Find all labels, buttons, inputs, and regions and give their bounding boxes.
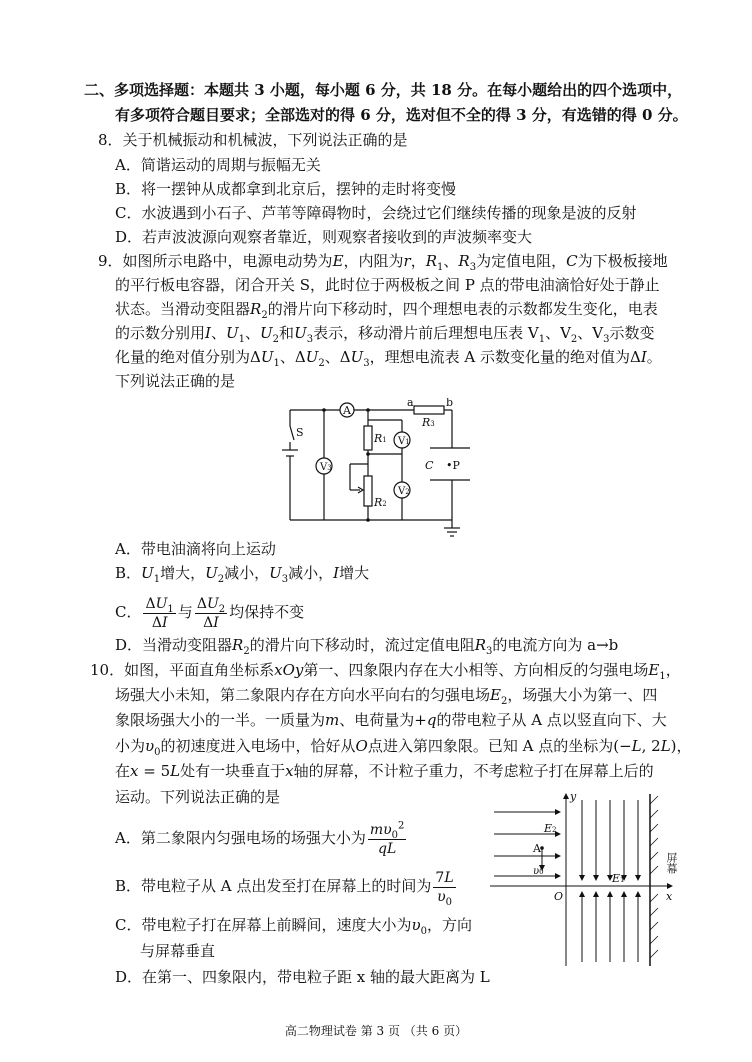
fraction-du1-di: $\frac{\Delta U_1}{\Delta I}$ <box>145 595 174 631</box>
q10-text: 轴的屏幕，不计粒子重力，不考虑粒子打在屏幕上后的 <box>293 762 654 780</box>
screen-label <box>656 852 678 875</box>
y-axis-label: y <box>570 790 577 803</box>
fraction-mv0sq-qL: $\frac{m\upsilon_0^2}{qL}$ <box>369 819 405 857</box>
q10-option-c-line1: C．带电粒子打在屏幕上前瞬间，速度大小为$\upsilon_0$，方向 <box>115 916 472 937</box>
q8-option-b: B．将一摆钟从成都拿到北京后，摆钟的走时将变慢 <box>115 180 457 198</box>
q10-text: 小为 <box>115 737 146 755</box>
q10-text: 、电荷量为+ <box>339 711 427 729</box>
q8-option-d: D．若声波波源向观察者靠近，则观察者接收到的声波频率变大 <box>115 228 533 246</box>
capacitor-label: C <box>425 459 434 472</box>
e1-letter: E <box>612 872 621 885</box>
q9-text: D．当滑动变阻器 <box>115 636 233 654</box>
q9-line2: 的平行板电容器，闭合开关 S，此时位于两极板之间 P 点的带电油滴恰好处于静止 <box>115 276 660 294</box>
q9-text: 与 <box>177 603 193 621</box>
q10-text: 场强大小未知，第二象限内存在方向水平向右的匀强电场 <box>115 686 491 704</box>
q9-text: 示数变 <box>609 324 655 342</box>
switch-label: S <box>296 426 304 439</box>
q9-text: ，理想电流表 A 示数变化量的绝对值为 <box>369 348 631 366</box>
point-p-label: •P <box>446 459 460 472</box>
q10-field-diagram <box>490 790 680 970</box>
screen-label-text: 屏幕 <box>656 852 678 865</box>
q9-option-a: A．带电油滴将向上运动 <box>115 540 276 558</box>
q10-text: 的初速度进入电场中，恰好从 <box>160 737 356 755</box>
q9-text: 的滑片向下移动时，四个理想电表的示数都发生变化，电表 <box>267 300 658 318</box>
r1-letter: R <box>374 432 383 445</box>
e1-label: E1 <box>612 872 625 885</box>
x-axis-label: x <box>666 890 673 903</box>
e2-label: E2 <box>544 822 557 835</box>
q9-text: 减小， <box>224 564 270 582</box>
q9-line5: 化量的绝对值分别为$\Delta U_1$、$\Delta U_2$、$\Delta U_3$，理想电流表 A 示数变化量的绝对值为ΔI。 <box>115 348 662 369</box>
q9-line3: 状态。当滑动变阻器$R_2$的滑片向下移动时，四个理想电表的示数都发生变化，电表 <box>115 300 658 321</box>
v2-letter: V <box>398 486 406 497</box>
v2-label: V2 <box>398 486 410 497</box>
q10-text: ，方向 <box>426 916 472 934</box>
q10-line4: 小为$\upsilon_0$的初速度进入电场中，恰好从O点进入第四象限。已知 A 点的坐标为(−L, 2L)， <box>115 737 692 758</box>
q10-text: 的带电粒子从 A 点以竖直向下、大 <box>436 711 667 729</box>
v3-letter: V <box>320 462 328 473</box>
q10-text: ，场强大小为第一、四 <box>507 686 658 704</box>
q8-option-a: A．简谐运动的周期与振幅无关 <box>115 156 321 174</box>
q9-line6: 下列说法正确的是 <box>115 372 236 390</box>
q9-line1: 9．如图所示电路中，电源电动势为E，内阻为r，$R_1$、$R_3$为定值电阻，C为下极板接地 <box>98 252 668 273</box>
v0-letter: υ <box>533 866 540 877</box>
node-a-label: a <box>407 398 414 409</box>
page-footer: 高二物理试卷 第 3 页 （共 6 页） <box>284 1024 468 1038</box>
q9-text: 增大， <box>160 564 206 582</box>
section-heading-line1: 二、多项选择题：本题共 3 小题，每小题 6 分，共 18 分。在每小题给出的四个选项中， <box>84 81 683 99</box>
q9-text: ， <box>410 252 426 270</box>
node-b-label: b <box>446 398 454 409</box>
q10-option-d: D．在第一、四象限内，带电粒子距 x 轴的最大距离为 L <box>115 968 490 986</box>
q10-line1: 10．如图，平面直角坐标系xOy第一、四象限内存在大小相等、方向相反的匀强电场$E_1$， <box>90 661 681 682</box>
q10-text: B．带电粒子从 A 点出发至打在屏幕上的时间为 <box>115 877 432 895</box>
q9-option-d: D．当滑动变阻器$R_2$的滑片向下移动时，流过定值电阻$R_3$的电流方向为 a→b <box>115 636 619 657</box>
q9-option-c: C． $\frac{\Delta U_1}{\Delta I}$ 与 $\frac{\Delta U_2}{\Delta I}$ 均保持不变 <box>115 595 305 631</box>
q9-text: 表示，移动滑片前后理想电压表 V <box>313 324 539 342</box>
q10-line3: 象限场强大小的一半。一质量为m、电荷量为+q的带电粒子从 A 点以竖直向下、大 <box>115 711 667 729</box>
r1-label: R1 <box>374 432 387 445</box>
origin-label: O <box>554 890 564 903</box>
q9-text: 如图所示电路中，电源电动势为 <box>122 252 333 270</box>
q10-text: C．带电粒子打在屏幕上前瞬间，速度大小为 <box>115 916 412 934</box>
q9-line4: 的示数分别用I、$U_1$、$U_2$和$U_3$表示，移动滑片前后理想电压表 $V_1$、$V_2$、$V_3$示数变 <box>115 324 655 345</box>
q10-option-c-line2: 与屏幕垂直 <box>140 942 216 960</box>
ammeter-label: A <box>343 404 351 417</box>
q10-text: 象限场强大小的一半。一质量为 <box>115 711 326 729</box>
v3-label: V3 <box>320 462 332 473</box>
q10-text: 如图，平面直角坐标系 <box>124 661 275 679</box>
q10-line5: 在x = 5L处有一块垂直于x轴的屏幕，不计粒子重力，不考虑粒子打在屏幕上后的 <box>115 762 654 780</box>
q10-option-b <box>115 864 458 908</box>
r2-letter: R <box>374 496 383 509</box>
q9-text: 增大 <box>339 564 370 582</box>
q9-text: 均保持不变 <box>229 603 305 621</box>
q9-text: 的电流方向为 a→b <box>492 636 619 654</box>
v1-label: V1 <box>398 436 410 447</box>
q9-text: 为定值电阻， <box>476 252 567 270</box>
q10-text: 处有一块垂直于 <box>180 762 286 780</box>
q9-text: ，内阻为 <box>343 252 404 270</box>
q10-text: A．第二象限内匀强电场的场强大小为 <box>115 829 366 847</box>
q10-line2: 场强大小未知，第二象限内存在方向水平向右的匀强电场$E_2$，场强大小为第一、四 <box>115 686 658 707</box>
fraction-7L-v0: $\frac{7L}{\upsilon_0}$ <box>435 869 454 908</box>
q9-text: 和 <box>279 324 295 342</box>
section-heading-line2: 有多项符合题目要求；全部选对的得 6 分，选对但不全的得 3 分，有选错的得 0 分。 <box>115 106 688 124</box>
r2-label: R2 <box>374 496 387 509</box>
q10-number: 10． <box>90 661 125 679</box>
q10-line6: 运动。下列说法正确的是 <box>115 788 281 806</box>
q10-text: 在 <box>115 762 131 780</box>
q10-option-a <box>115 816 408 860</box>
q9-text: 化量的绝对值分别为 <box>115 348 251 366</box>
e2-letter: E <box>544 822 553 835</box>
point-a-label: A <box>533 842 541 855</box>
q8-stem: 8．关于机械振动和机械波，下列说法正确的是 <box>98 131 408 149</box>
q9-number: 9． <box>98 252 123 270</box>
q10-text: 点进入第四象限。已知 A 点的坐标为 <box>367 737 614 755</box>
q8-option-c: C．水波遇到小石子、芦苇等障碍物时，会绕过它们继续传播的现象是波的反射 <box>115 204 637 222</box>
q9-text: 状态。当滑动变阻器 <box>115 300 251 318</box>
r3-label: R3 <box>422 416 435 429</box>
q9-text: 为下极板接地 <box>577 252 668 270</box>
q9-text: 的滑片向下移动时，流过定值电阻 <box>249 636 475 654</box>
q9-text: 减小， <box>288 564 334 582</box>
q10-text: 第一、四象限内存在大小相等、方向相反的匀强电场 <box>303 661 649 679</box>
q9-text: 的示数分别用 <box>115 324 206 342</box>
v1-letter: V <box>398 436 406 447</box>
q9-circuit-diagram <box>270 398 470 538</box>
q9-option-b: B．$U_1$增大，$U_2$减小，$U_3$减小，I增大 <box>115 564 370 585</box>
v0-label: υ0 <box>533 866 544 877</box>
fraction-du2-di: $\frac{\Delta U_2}{\Delta I}$ <box>196 595 226 631</box>
r3-letter: R <box>422 416 431 429</box>
